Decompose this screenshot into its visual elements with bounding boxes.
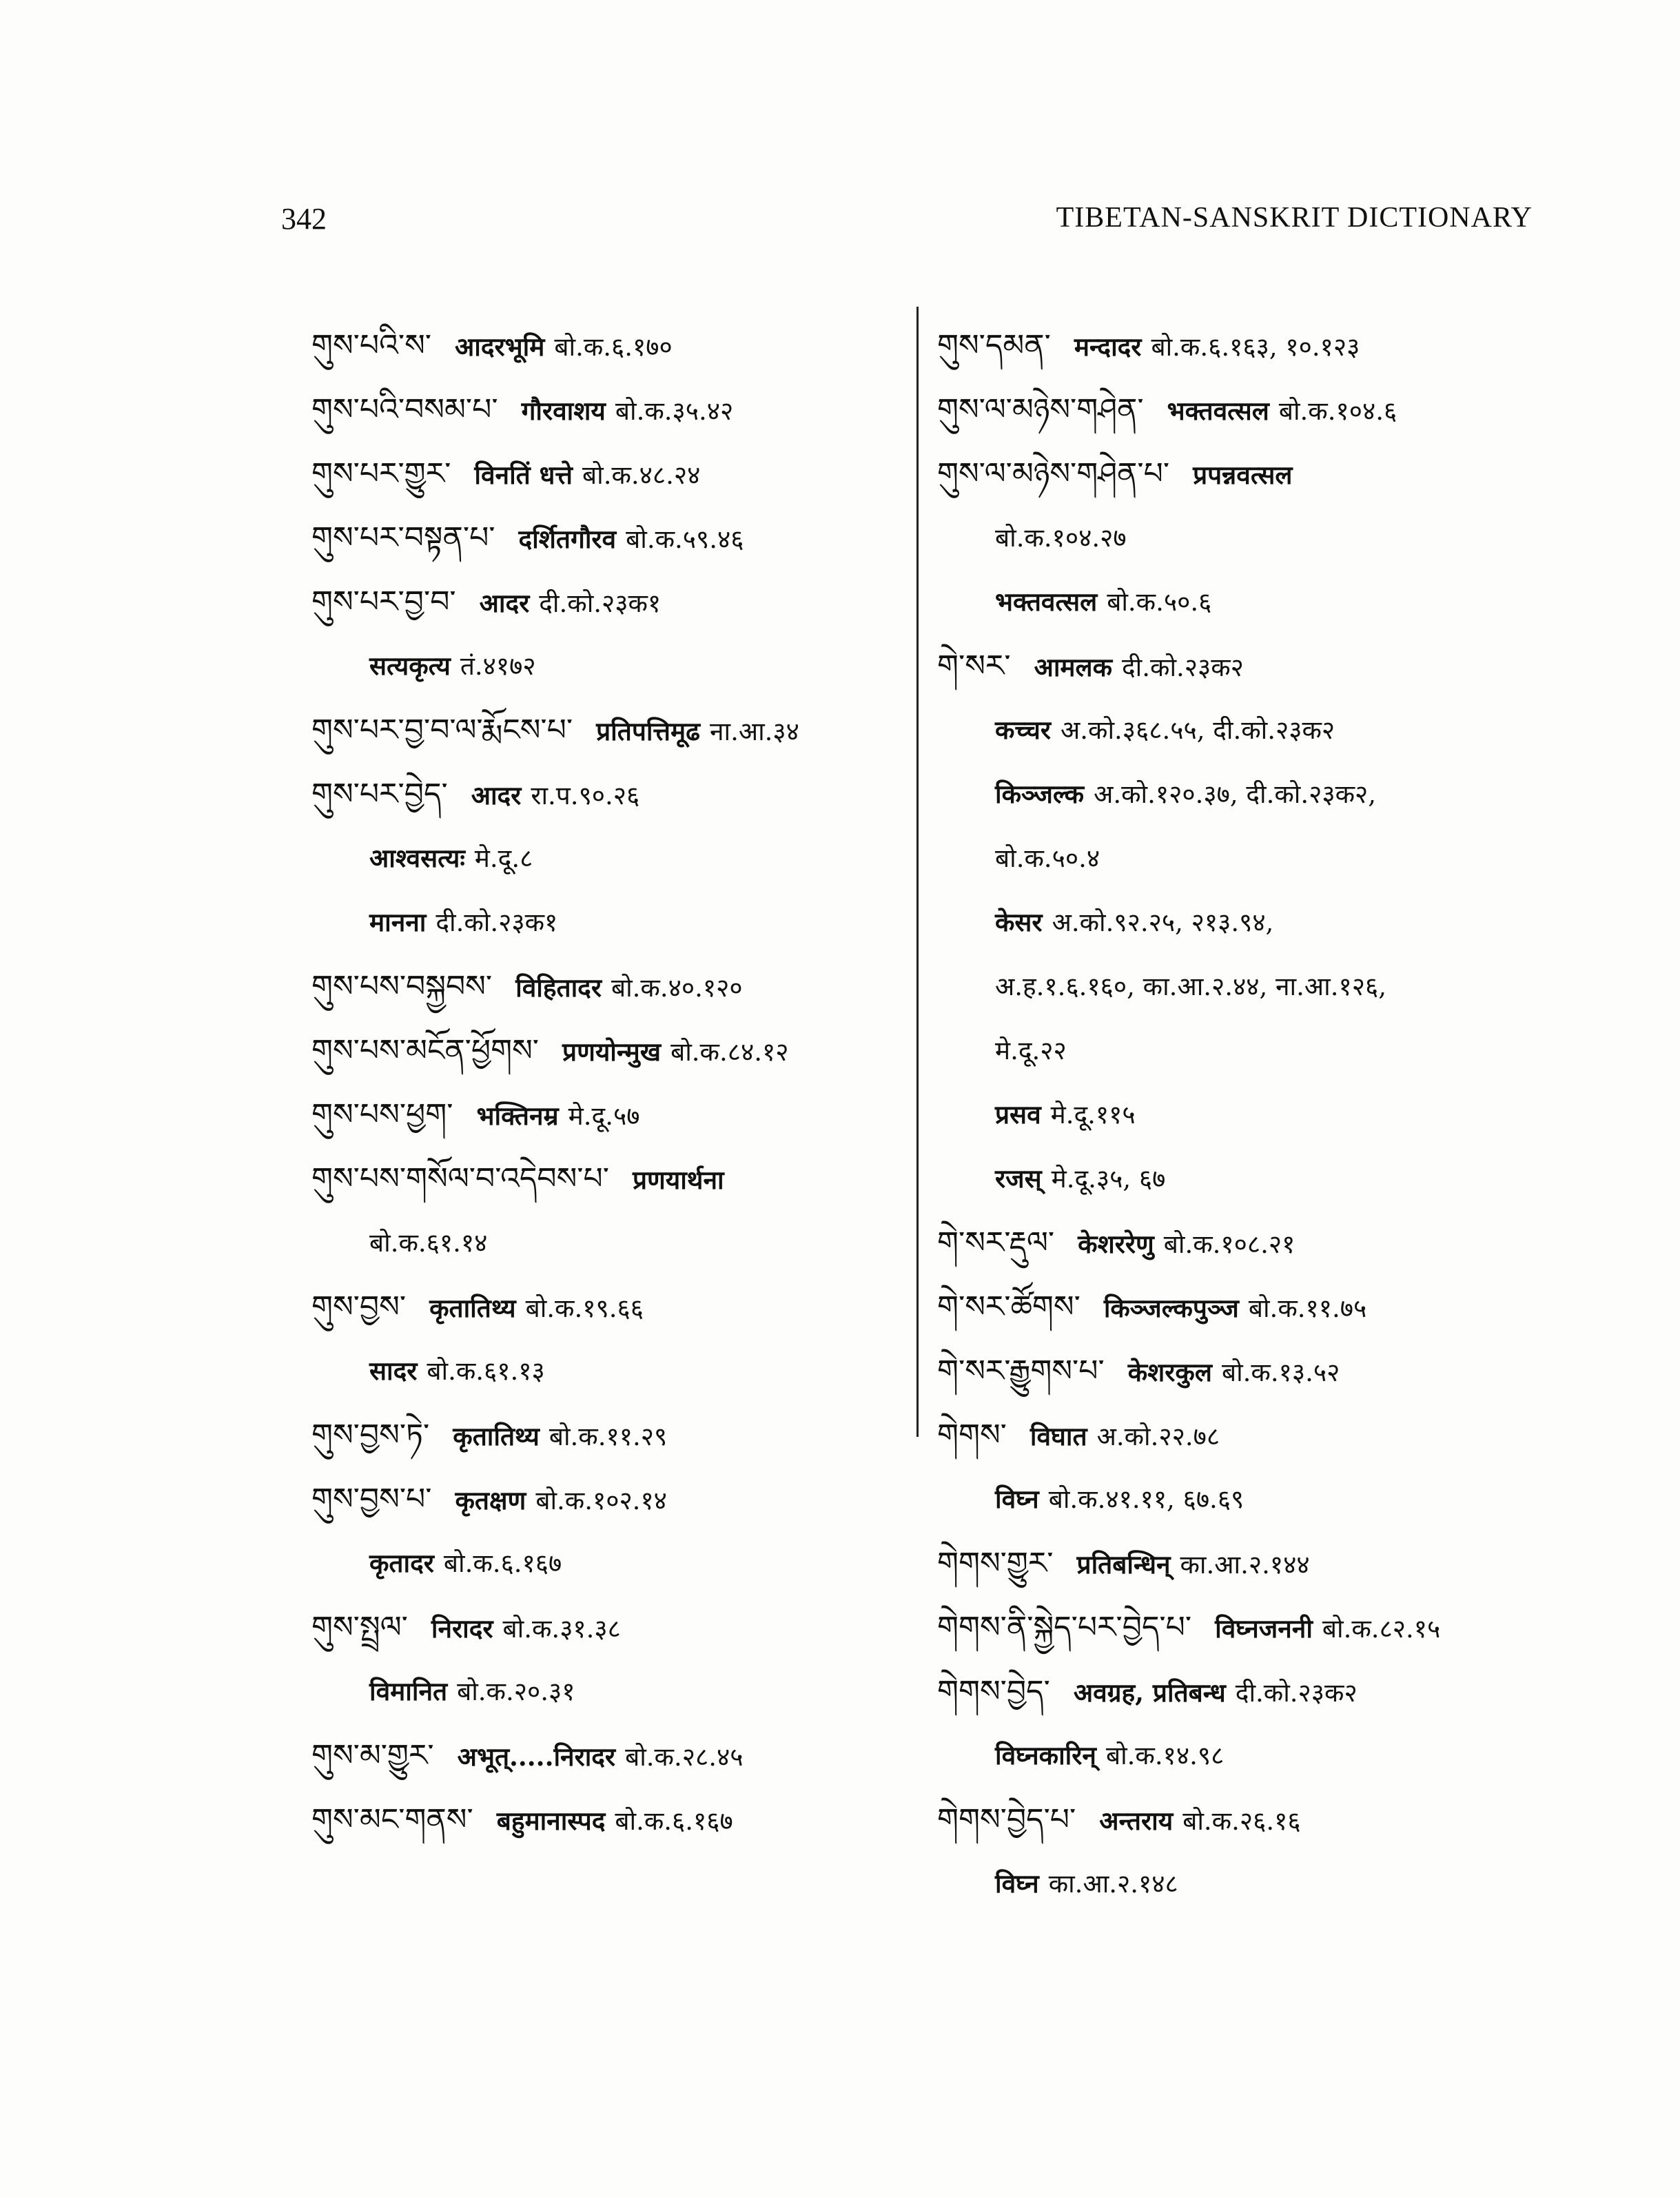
tibetan-headword: གེ་སར་རྡུལ་ xyxy=(937,1225,1055,1260)
tibetan-headword: གུས་པར་གྱུར་ xyxy=(311,456,451,491)
sanskrit-equivalent: कृतातिथ्य xyxy=(453,1421,540,1451)
dictionary-entry xyxy=(311,954,911,1019)
tibetan-headword: གུས་མ་གྱུར་ xyxy=(311,1738,434,1773)
source-reference: दी.को.२३क२ xyxy=(1235,1678,1358,1708)
dictionary-entry xyxy=(311,1467,911,1531)
sanskrit-equivalent: केशररेणु xyxy=(1078,1229,1154,1259)
dictionary-entry xyxy=(311,1403,911,1467)
sanskrit-equivalent: विघ्न xyxy=(995,1484,1039,1514)
dictionary-entry xyxy=(937,570,1537,634)
sanskrit-equivalent: बहुमानास्पद xyxy=(496,1806,606,1836)
dictionary-entry xyxy=(311,442,911,506)
source-reference: बो.क.६१.१३ xyxy=(427,1356,545,1386)
sanskrit-equivalent: किञ्जल्क xyxy=(995,779,1085,809)
dictionary-entry xyxy=(937,1403,1537,1467)
tibetan-headword: གེགས་གྱུར་ xyxy=(937,1546,1054,1581)
sanskrit-equivalent: भक्तिनम्र xyxy=(476,1101,559,1131)
source-reference: बो.क.६१.१४ xyxy=(369,1228,488,1258)
sanskrit-equivalent: गौरवाशय xyxy=(521,396,606,426)
source-reference: बो.क.६.१७० xyxy=(554,332,673,362)
dictionary-entry xyxy=(937,506,1537,570)
tibetan-headword: གུས་པས་བསྐྱབས་ xyxy=(311,969,493,1004)
source-reference: बो.क.२६.१६ xyxy=(1182,1806,1301,1836)
sanskrit-equivalent: दर्शितगौरव xyxy=(518,524,617,554)
dictionary-entry xyxy=(311,1659,911,1724)
tibetan-headword: གུས་པས་ཕྱག་ xyxy=(311,1097,453,1132)
sanskrit-equivalent: प्रसव xyxy=(995,1099,1041,1130)
source-reference: बो.क.३५.४२ xyxy=(615,396,734,426)
dictionary-entry xyxy=(311,826,911,890)
source-reference: दी.को.२३क१ xyxy=(539,589,662,618)
dictionary-entry xyxy=(937,1467,1537,1531)
sanskrit-equivalent: प्रतिबन्धिन् xyxy=(1076,1549,1171,1580)
dictionary-entry xyxy=(311,1019,911,1083)
source-reference: बो.क.८२.१५ xyxy=(1322,1614,1441,1644)
column-divider xyxy=(916,307,919,1437)
source-reference: बो.क.५०.४ xyxy=(995,844,1100,873)
source-reference: बो.क.११.२९ xyxy=(549,1422,668,1451)
dictionary-entry xyxy=(937,1531,1537,1595)
tibetan-headword: གུས་པར་བསྟན་པ་ xyxy=(311,520,495,555)
source-reference: बो.क.५९.४६ xyxy=(626,524,744,554)
source-reference: बो.क.८४.१२ xyxy=(670,1037,789,1067)
tibetan-headword: གུས་ལ་མཉེས་གཤེན་པ་ xyxy=(937,456,1170,491)
sanskrit-equivalent: विघ्नकारिन् xyxy=(995,1740,1096,1770)
source-reference: का.आ.२.१४८ xyxy=(1048,1869,1178,1899)
source-reference: बो.क.१०४.२७ xyxy=(995,523,1127,553)
sanskrit-equivalent: अभूत्.....निरादर xyxy=(457,1741,616,1772)
dictionary-entry xyxy=(311,1724,911,1788)
source-reference: बो.क.२८.४५ xyxy=(625,1742,744,1772)
dictionary-entry xyxy=(937,954,1537,1019)
sanskrit-equivalent: प्रणयार्थना xyxy=(632,1165,724,1195)
dictionary-entry xyxy=(937,698,1537,762)
dictionary-entry xyxy=(937,1019,1537,1083)
sanskrit-equivalent: आदर xyxy=(479,588,530,618)
tibetan-headword: གེགས་ xyxy=(937,1418,1007,1453)
source-reference: बो.क.१३.५२ xyxy=(1221,1358,1340,1387)
source-reference: बो.क.३१.३८ xyxy=(502,1614,621,1644)
source-reference: बो.क.१०२.१४ xyxy=(535,1486,667,1515)
dictionary-entry xyxy=(937,890,1537,954)
sanskrit-equivalent: रजस् xyxy=(995,1163,1042,1194)
source-reference: बो.क.१९.६६ xyxy=(525,1294,644,1323)
tibetan-headword: གུས་པའི་ས་ xyxy=(311,328,432,363)
dictionary-entry xyxy=(311,1211,911,1275)
dictionary-entry xyxy=(937,1852,1537,1916)
sanskrit-equivalent: आमलक xyxy=(1034,652,1113,682)
dictionary-entry xyxy=(937,1147,1537,1211)
source-reference: दी.को.२३क१ xyxy=(436,908,558,937)
tibetan-headword: གུས་ལ་མཉེས་གཤེན་ xyxy=(937,392,1144,427)
source-reference: बो.क.११.७५ xyxy=(1248,1294,1367,1323)
source-reference: अ.ह.१.६.१६०, का.आ.२.४४, ना.आ.१२६, xyxy=(995,972,1386,1001)
tibetan-headword: གུས་པས་གསོལ་བ་འདེབས་པ་ xyxy=(311,1161,609,1196)
dictionary-entry xyxy=(311,1339,911,1403)
source-reference: मे.दू.२२ xyxy=(995,1036,1067,1065)
source-reference: रा.प.९०.२६ xyxy=(531,781,640,810)
sanskrit-equivalent: मानना xyxy=(369,907,427,937)
left-column xyxy=(311,314,911,1852)
dictionary-entry xyxy=(937,314,1537,378)
dictionary-entry xyxy=(311,570,911,634)
source-reference: मे.दू.८ xyxy=(474,844,533,873)
dictionary-entry xyxy=(311,1275,911,1339)
right-column xyxy=(937,314,1537,1916)
dictionary-entry xyxy=(311,1788,911,1852)
source-reference: बो.क.१४.९८ xyxy=(1105,1741,1225,1770)
source-reference: बो.क.४०.१२० xyxy=(611,973,743,1003)
sanskrit-equivalent: विघ्न xyxy=(995,1868,1039,1899)
sanskrit-equivalent: कच्चर xyxy=(995,715,1051,745)
dictionary-entry xyxy=(311,1147,911,1211)
dictionary-entry xyxy=(311,698,911,762)
source-reference: बो.क.६.१६७ xyxy=(615,1806,733,1836)
page-number: 342 xyxy=(281,202,327,236)
dictionary-entry xyxy=(937,1339,1537,1403)
dictionary-entry xyxy=(937,1724,1537,1788)
dictionary-entry xyxy=(937,1595,1537,1659)
dictionary-entry xyxy=(937,762,1537,826)
dictionary-entry xyxy=(311,762,911,826)
sanskrit-equivalent: विनतिं धत्ते xyxy=(474,460,573,490)
dictionary-entry xyxy=(937,1788,1537,1852)
dictionary-entry xyxy=(937,1083,1537,1147)
source-reference: ना.आ.३४ xyxy=(709,717,799,746)
tibetan-headword: གུས་སྤྲལ་ xyxy=(311,1610,408,1645)
dictionary-entry xyxy=(311,634,911,698)
dictionary-entry xyxy=(311,1083,911,1147)
source-reference: का.आ.२.१४४ xyxy=(1180,1550,1310,1580)
dictionary-entry xyxy=(937,1275,1537,1339)
running-title: TIBETAN-SANSKRIT DICTIONARY xyxy=(1056,202,1533,234)
dictionary-entry xyxy=(937,442,1537,506)
tibetan-headword: གེ་སར་ཚོགས་ xyxy=(937,1289,1080,1325)
tibetan-headword: གུས་པར་བྱ་བ་ལ་རྨོངས་པ་ xyxy=(311,713,573,748)
tibetan-headword: གུས་བྱས་པ་ xyxy=(311,1482,432,1517)
source-reference: बो.क.१०८.२१ xyxy=(1163,1229,1295,1259)
sanskrit-equivalent: कृतक्षण xyxy=(455,1485,526,1515)
source-reference: बो.क.४८.२४ xyxy=(582,460,701,490)
source-reference: बो.क.२०.३१ xyxy=(457,1677,575,1706)
dictionary-entry xyxy=(937,634,1537,698)
sanskrit-equivalent: विघ्नजननी xyxy=(1215,1613,1313,1644)
source-reference: बो.क.५०.६ xyxy=(1107,587,1212,617)
sanskrit-equivalent: आदरभूमि xyxy=(455,331,545,362)
tibetan-headword: གུས་པར་བྱེད་ xyxy=(311,777,448,812)
dictionary-entry xyxy=(311,1595,911,1659)
sanskrit-equivalent: प्रणयोन्मुख xyxy=(562,1036,662,1067)
tibetan-headword: གུས་པར་བྱ་བ་ xyxy=(311,584,456,620)
tibetan-headword: གེ་སར་རྒྱུགས་པ་ xyxy=(937,1353,1105,1389)
dictionary-entry xyxy=(937,1659,1537,1724)
source-reference: मे.दू.३५, ६७ xyxy=(1051,1164,1166,1194)
dictionary-entry xyxy=(311,506,911,570)
dictionary-entry xyxy=(311,890,911,954)
dictionary-entry xyxy=(937,1211,1537,1275)
dictionary-entry xyxy=(311,378,911,442)
source-reference: अ.को.२२.७८ xyxy=(1096,1422,1220,1451)
tibetan-headword: གེགས་ནི་སྐྱེད་པར་བྱེད་པ་ xyxy=(937,1610,1192,1645)
dictionary-entry xyxy=(311,314,911,378)
sanskrit-equivalent: विघात xyxy=(1029,1421,1087,1451)
sanskrit-equivalent: भक्तवत्सल xyxy=(1167,396,1269,426)
sanskrit-equivalent: प्रतिपत्तिमूढ xyxy=(596,716,700,746)
source-reference: बो.क.१०४.६ xyxy=(1278,396,1397,426)
sanskrit-equivalent: आदर xyxy=(471,780,522,810)
sanskrit-equivalent: विमानित xyxy=(369,1676,448,1706)
source-reference: अ.को.३६८.५५, दी.को.२३क२ xyxy=(1061,715,1335,745)
sanskrit-equivalent: निरादर xyxy=(431,1613,493,1644)
source-reference: मे.दू.११५ xyxy=(1050,1100,1136,1130)
dictionary-entry xyxy=(311,1531,911,1595)
sanskrit-equivalent: भक्तवत्सल xyxy=(995,586,1098,617)
source-reference: अ.को.१२०.३७, दी.को.२३क२, xyxy=(1094,779,1376,809)
dictionary-entry xyxy=(937,826,1537,890)
sanskrit-equivalent: कृतातिथ्य xyxy=(429,1293,516,1323)
sanskrit-equivalent: किञ्जल्कपुञ्ज xyxy=(1103,1293,1239,1323)
source-reference: मे.दू.५७ xyxy=(568,1101,640,1131)
sanskrit-equivalent: केसर xyxy=(995,907,1043,937)
sanskrit-equivalent: केशरकुल xyxy=(1127,1357,1212,1387)
sanskrit-equivalent: मन्दादर xyxy=(1074,331,1142,362)
sanskrit-equivalent: विहितादर xyxy=(515,972,602,1003)
source-reference: तं.४१७२ xyxy=(460,651,536,681)
tibetan-headword: གུས་མང་གནས་ xyxy=(311,1802,473,1837)
source-reference: अ.को.९२.२५, २१३.९४, xyxy=(1052,908,1274,937)
tibetan-headword: གུས་པའི་བསམ་པ་ xyxy=(311,392,498,427)
source-reference: बो.क.६.१६३, १०.१२३ xyxy=(1151,332,1360,362)
sanskrit-equivalent: अवग्रह, प्रतिबन्ध xyxy=(1073,1677,1226,1708)
sanskrit-equivalent: अन्तराय xyxy=(1099,1806,1174,1836)
source-reference: बो.क.६.१६७ xyxy=(443,1549,562,1578)
tibetan-headword: གུས་པས་མངོན་ཕྱོགས་ xyxy=(311,1033,540,1068)
source-reference: बो.क.४१.११, ६७.६९ xyxy=(1048,1484,1244,1514)
sanskrit-equivalent: प्रपन्नवत्सल xyxy=(1193,460,1293,490)
sanskrit-equivalent: सत्यकृत्य xyxy=(369,651,451,681)
tibetan-headword: གེགས་བྱེད་ xyxy=(937,1674,1050,1709)
tibetan-headword: གེགས་བྱེད་པ་ xyxy=(937,1802,1076,1837)
tibetan-headword: གུས་བྱས་ xyxy=(311,1289,407,1325)
source-reference: दी.को.२३क२ xyxy=(1122,653,1244,682)
sanskrit-equivalent: कृतादर xyxy=(369,1548,434,1578)
sanskrit-equivalent: आश्वसत्यः xyxy=(369,843,465,873)
dictionary-entry xyxy=(937,378,1537,442)
tibetan-headword: གུས་བྱས་ཏེ་ xyxy=(311,1418,430,1453)
tibetan-headword: གེ་སར་ xyxy=(937,648,1011,684)
tibetan-headword: གུས་དམན་ xyxy=(937,328,1051,363)
sanskrit-equivalent: सादर xyxy=(369,1356,418,1386)
